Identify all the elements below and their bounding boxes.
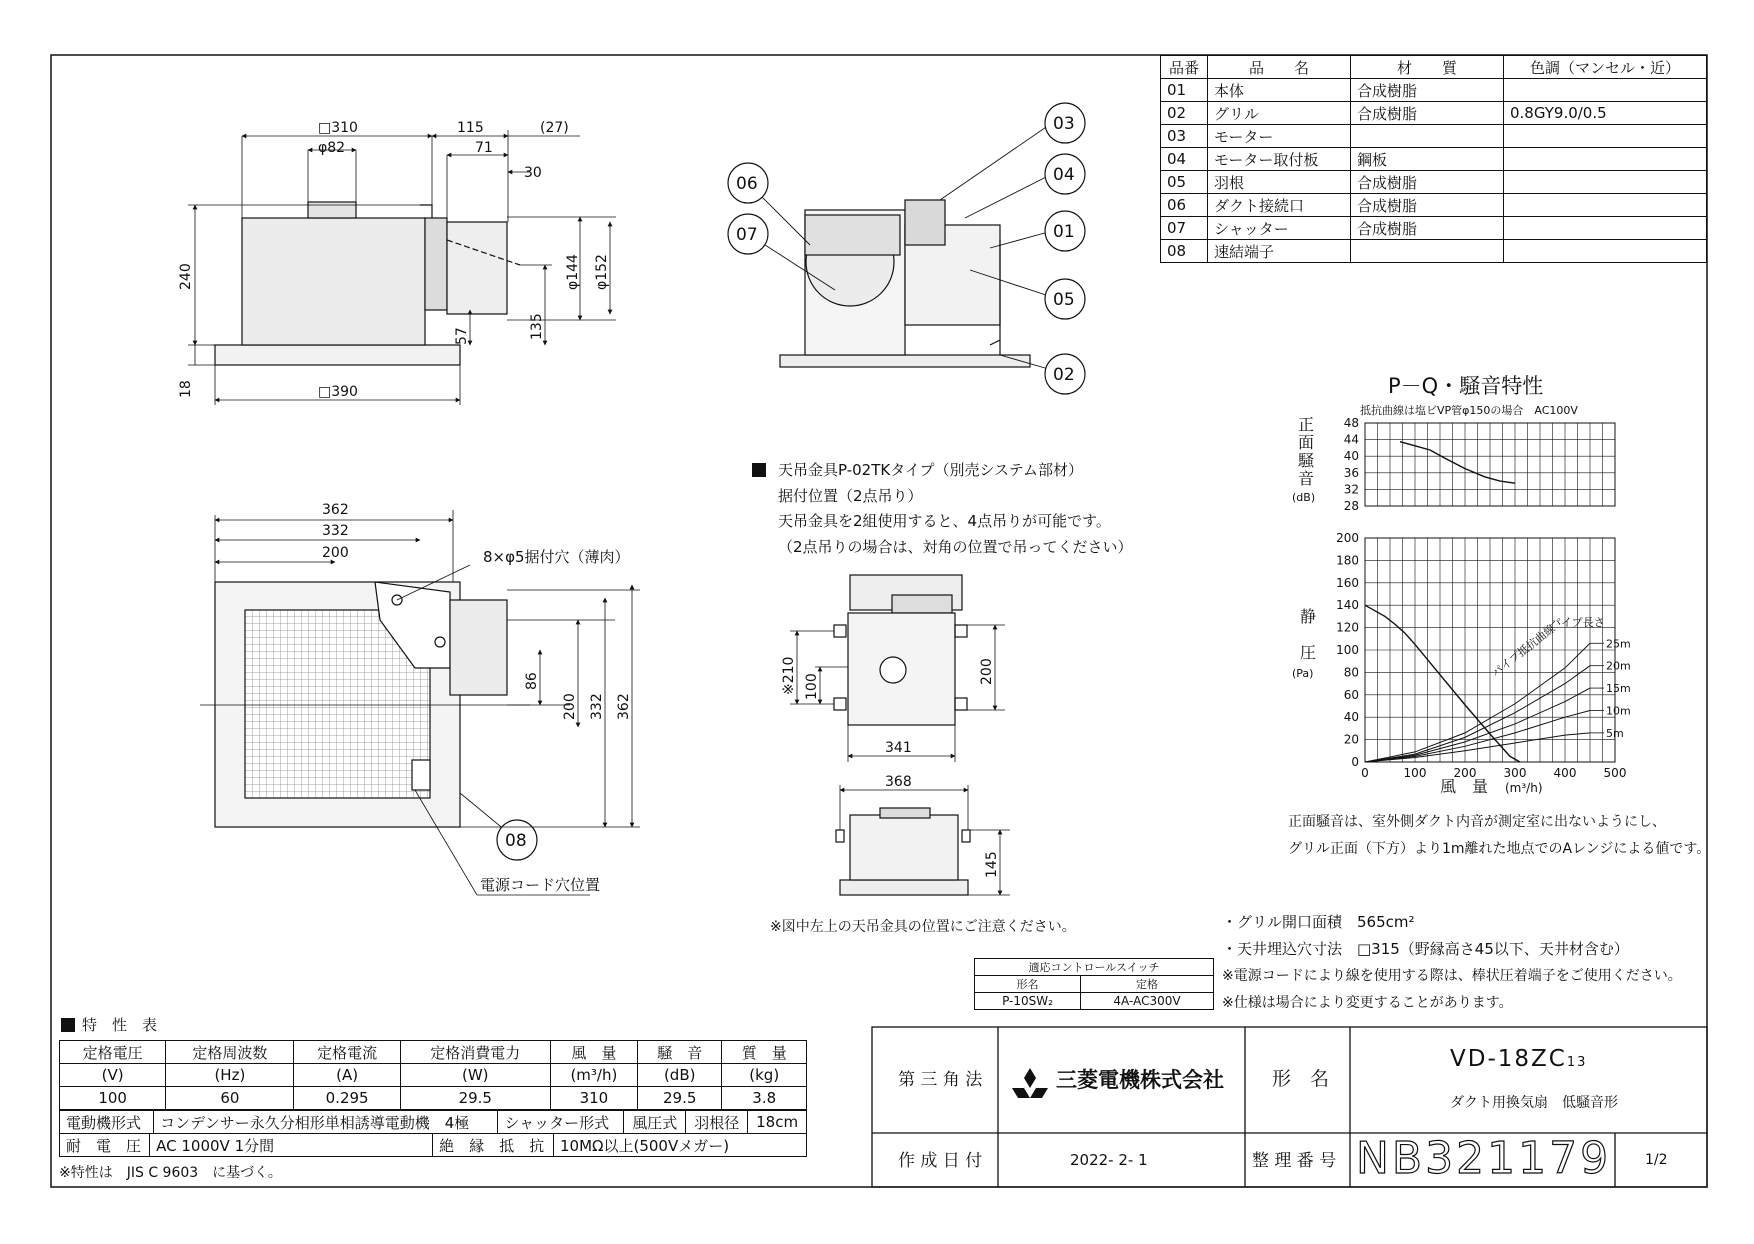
dim-h135: 135 [529, 313, 545, 340]
projection-label: 第 三 角 法 [898, 1070, 983, 1090]
part-color [1504, 217, 1707, 240]
x-tick-label: 100 [1403, 766, 1427, 780]
table-row [1161, 194, 1707, 217]
dim-w27: (27) [540, 120, 569, 136]
svg-text:08: 08 [505, 831, 527, 851]
standard-note: ※特性は JIS C 9603 に基づく。 [59, 1165, 282, 1181]
pq-title: P－Q・騒音特性 [1388, 374, 1544, 398]
y-tick-label: 44 [1343, 432, 1359, 447]
series-label: 20m [1606, 659, 1631, 673]
pq-chart [1336, 531, 1631, 780]
dim-d152: φ152 [594, 254, 610, 290]
hanger-line-2: 据付位置（2点吊り） [778, 487, 923, 505]
x-tick-label: 200 [1453, 766, 1477, 780]
part-color [1504, 240, 1707, 263]
svg-text:01: 01 [1053, 222, 1075, 242]
hole-note: 8×φ5据付穴（薄肉） [483, 548, 630, 566]
series-line [1365, 605, 1520, 762]
table-row [1161, 102, 1707, 125]
part-no: 03 [1161, 125, 1208, 148]
part-name: モーター [1208, 125, 1351, 148]
model-number-sub: 13 [1566, 1055, 1588, 1070]
table-row [1161, 171, 1707, 194]
dim-h57: 57 [454, 327, 470, 345]
table-row [1161, 79, 1707, 102]
table-row [1161, 217, 1707, 240]
series-label: 25m [1606, 637, 1631, 651]
part-name: 羽根 [1208, 171, 1351, 194]
callout-04 [1045, 154, 1085, 194]
y-tick-label: 48 [1343, 416, 1359, 430]
dim-h240: 240 [178, 263, 194, 290]
y-tick-label: 0 [1351, 755, 1359, 769]
x-tick-label: 300 [1503, 766, 1527, 780]
control-switch-table [974, 958, 1214, 1010]
svg-text:02: 02 [1053, 365, 1075, 385]
noise-chart [1344, 416, 1615, 513]
control-switch-rating: 4A-AC300V [1081, 993, 1214, 1010]
document-number: NB321179 [1356, 1133, 1612, 1184]
y-tick-label: 20 [1343, 732, 1359, 747]
dim-h200: 200 [562, 693, 578, 720]
part-color [1504, 79, 1707, 102]
spec-note-2: ・天井埋込穴寸法 □315（野縁高さ45以下、天井材含む） [1222, 940, 1629, 958]
front-view-drawing [188, 130, 616, 405]
pq-subtitle: 抵抗曲線は塩ビVP管φ150の場合 AC100V [1360, 404, 1578, 417]
spec-note-4: ※仕様は場合により変更することがあります。 [1222, 995, 1513, 1011]
pressure-ylabel-2: 圧 [1300, 643, 1317, 662]
part-name: グリル [1208, 102, 1351, 125]
date-value: 2022- 2- 1 [1070, 1151, 1148, 1169]
char-value: 3.8 [722, 1087, 807, 1110]
part-no: 02 [1161, 102, 1208, 125]
model-number-main: VD-18ZC [1450, 1046, 1567, 1072]
characteristics-table-3 [59, 1133, 807, 1157]
company-name: 三菱電機株式会社 [1056, 1068, 1224, 1092]
part-name: 本体 [1208, 79, 1351, 102]
shutter-value: 風圧式 [624, 1111, 686, 1134]
char-unit: (kg) [722, 1064, 807, 1087]
parts-header-color: 色調（マンセル・近） [1504, 56, 1707, 79]
pipe-length-label: パイプ長さ [1550, 616, 1605, 629]
callout-01 [1045, 211, 1085, 251]
part-name: 速結端子 [1208, 240, 1351, 263]
noise-ylabel-char: 音 [1298, 469, 1315, 488]
y-tick-label: 36 [1343, 465, 1359, 480]
series-label: 15m [1606, 682, 1631, 696]
part-no: 08 [1161, 240, 1208, 263]
motor-label: 電動機形式 [60, 1111, 154, 1134]
x-tick-label: 0 [1361, 766, 1369, 780]
char-value: 310 [550, 1087, 637, 1110]
dim-w341: 341 [885, 740, 912, 756]
dim-w115: 115 [457, 120, 484, 136]
char-unit: (dB) [637, 1064, 721, 1087]
control-switch-header-rating: 定格 [1081, 976, 1214, 993]
parts-header-no: 品番 [1161, 56, 1208, 79]
part-name: モーター取付板 [1208, 148, 1351, 171]
callout-03 [1045, 103, 1085, 143]
dim-d71: 71 [475, 140, 493, 156]
char-value: 60 [166, 1087, 294, 1110]
noise-ylabel [1298, 416, 1314, 488]
characteristics-title: 特 性 表 [82, 1016, 158, 1034]
noise-unit: (dB) [1292, 491, 1316, 504]
part-color [1504, 171, 1707, 194]
parts-header-material: 材 質 [1351, 56, 1504, 79]
svg-text:06: 06 [736, 174, 758, 194]
spec-note-1: ・グリル開口面積 565cm² [1222, 913, 1415, 931]
part-no: 07 [1161, 217, 1208, 240]
series-label: 5m [1606, 726, 1624, 740]
char-unit: (W) [400, 1064, 550, 1087]
characteristics-bullet [61, 1018, 75, 1032]
dim-w368: 368 [885, 774, 912, 790]
y-tick-label: 140 [1336, 598, 1359, 613]
dim-w362: 362 [322, 502, 349, 518]
series-label: 10m [1606, 704, 1631, 718]
callout-07 [728, 214, 768, 254]
callout-02 [1045, 354, 1085, 394]
parts-table [1160, 55, 1707, 263]
noise-ylabel-char: 面 [1298, 433, 1315, 452]
char-header: 定格電流 [294, 1041, 400, 1064]
y-tick-label: 32 [1343, 482, 1359, 497]
control-switch-header-model: 形名 [975, 976, 1081, 993]
hanger-drawing-top [790, 575, 1005, 762]
dim-h362: 362 [616, 693, 632, 720]
control-switch-model: P-10SW₂ [975, 993, 1081, 1010]
char-value: 29.5 [400, 1087, 550, 1110]
characteristics-table-2 [59, 1110, 807, 1134]
part-material: 合成樹脂 [1351, 79, 1504, 102]
blade-value: 18cm [748, 1111, 807, 1134]
pressure-unit: (Pa) [1292, 667, 1314, 680]
series-line [1400, 442, 1515, 484]
char-header: 質 量 [722, 1041, 807, 1064]
insulation-label: 絶 縁 抵 抗 [433, 1134, 554, 1157]
voltage-label: 耐 電 圧 [60, 1134, 150, 1157]
char-value: 0.295 [294, 1087, 400, 1110]
date-label: 作 成 日 付 [898, 1151, 983, 1171]
char-unit: (A) [294, 1064, 400, 1087]
dim-h210: ※210 [781, 656, 797, 695]
y-tick-label: 40 [1343, 710, 1359, 725]
pq-xunit: (m³/h) [1505, 781, 1543, 795]
number-label: 整 理 番 号 [1252, 1151, 1337, 1171]
y-tick-label: 180 [1336, 553, 1359, 568]
y-tick-label: 40 [1343, 449, 1359, 464]
callout-05 [1045, 279, 1085, 319]
hanger-line-1: 天吊金具P-02TKタイプ（別売システム部材） [778, 461, 1083, 479]
char-unit: (V) [60, 1064, 166, 1087]
y-tick-label: 28 [1343, 499, 1359, 513]
table-row [1161, 148, 1707, 171]
dim-w200: 200 [322, 545, 349, 561]
dim-h200h: 200 [979, 658, 995, 685]
table-row [1161, 240, 1707, 263]
callouts [420, 103, 1085, 860]
char-header: 定格消費電力 [400, 1041, 550, 1064]
spec-note-3: ※電源コードにより線を使用する際は、棒状圧着端子をご使用ください。 [1222, 968, 1682, 984]
dim-h86: 86 [524, 672, 540, 690]
dim-w310: □310 [318, 120, 358, 136]
part-color [1504, 194, 1707, 217]
hanger-bullet [752, 463, 766, 477]
part-no: 05 [1161, 171, 1208, 194]
part-material: 合成樹脂 [1351, 171, 1504, 194]
hanger-line-4: （2点吊りの場合は、対角の位置で吊ってください） [778, 538, 1133, 556]
motor-value: コンデンサー永久分相形単相誘導電動機 4極 [154, 1111, 498, 1134]
callout-06 [728, 163, 768, 203]
parts-table-header [1161, 56, 1707, 79]
blade-label: 羽根径 [686, 1111, 748, 1134]
dim-d82: φ82 [318, 140, 346, 156]
part-name: シャッター [1208, 217, 1351, 240]
table-row [1161, 125, 1707, 148]
part-color: 0.8GY9.0/0.5 [1504, 102, 1707, 125]
dim-d144: φ144 [565, 254, 581, 290]
y-tick-label: 100 [1336, 643, 1359, 657]
char-header: 定格電圧 [60, 1041, 166, 1064]
dim-h100: 100 [804, 673, 820, 700]
y-tick-label: 160 [1336, 575, 1359, 590]
part-name: ダクト接続口 [1208, 194, 1351, 217]
dim-d30: 30 [524, 165, 542, 181]
x-tick-label: 500 [1603, 766, 1627, 780]
part-no: 01 [1161, 79, 1208, 102]
x-tick-label: 400 [1553, 766, 1577, 780]
part-material: 合成樹脂 [1351, 102, 1504, 125]
part-material: 鋼板 [1351, 148, 1504, 171]
char-unit: (Hz) [166, 1064, 294, 1087]
y-tick-label: 200 [1336, 531, 1359, 545]
parts-header-name: 品 名 [1208, 56, 1351, 79]
insulation-value: 10MΩ以上(500Vメガー) [554, 1134, 807, 1157]
control-switch-title: 適応コントロールスイッチ [975, 959, 1214, 976]
part-no: 04 [1161, 148, 1208, 171]
char-value: 100 [60, 1087, 166, 1110]
char-unit: (m³/h) [550, 1064, 637, 1087]
y-tick-label: 80 [1343, 665, 1359, 680]
model-label: 形 名 [1272, 1068, 1330, 1090]
char-header: 定格周波数 [166, 1041, 294, 1064]
part-color [1504, 148, 1707, 171]
isometric-view-drawing [780, 200, 1030, 367]
dim-h332: 332 [589, 693, 605, 720]
characteristics-table [59, 1040, 807, 1110]
part-no: 06 [1161, 194, 1208, 217]
callout-08 [497, 820, 537, 860]
svg-text:03: 03 [1053, 114, 1075, 134]
noise-ylabel-char: 正 [1298, 415, 1315, 434]
hanger-line-3: 天吊金具を2組使用すると、4点吊りが可能です。 [778, 512, 1111, 530]
svg-text:07: 07 [736, 225, 758, 245]
product-name: ダクト用換気扇 低騒音形 [1450, 1095, 1618, 1111]
dim-h18: 18 [178, 380, 194, 398]
pq-note-1: 正面騒音は、室外側ダクト内音が測定室に出ないようにし、 [1288, 814, 1666, 830]
dim-w390: □390 [318, 384, 358, 400]
voltage-value: AC 1000V 1分間 [150, 1134, 433, 1157]
dim-h145: 145 [984, 851, 1000, 878]
cord-note: 電源コード穴位置 [480, 876, 601, 894]
char-header: 騒 音 [637, 1041, 721, 1064]
page-number: 1/2 [1645, 1152, 1668, 1168]
mitsubishi-logo [1012, 1068, 1048, 1098]
part-material: 合成樹脂 [1351, 194, 1504, 217]
y-tick-label: 120 [1336, 620, 1359, 635]
part-material [1351, 125, 1504, 148]
resistance-label: パイプ抵抗曲線 [1489, 622, 1558, 680]
model-number [1450, 1048, 1587, 1071]
part-material [1351, 240, 1504, 263]
pressure-ylabel-1: 静 [1300, 607, 1317, 626]
char-header: 風 量 [550, 1041, 637, 1064]
dim-w332: 332 [322, 523, 349, 539]
svg-text:05: 05 [1053, 290, 1075, 310]
part-material: 合成樹脂 [1351, 217, 1504, 240]
hanger-note: ※図中左上の天吊金具の位置にご注意ください。 [770, 919, 1076, 935]
noise-ylabel-char: 騒 [1298, 451, 1315, 470]
char-value: 29.5 [637, 1087, 721, 1110]
shutter-label: シャッター形式 [498, 1111, 624, 1134]
y-tick-label: 60 [1343, 687, 1359, 702]
pq-xlabel: 風 量 [1440, 777, 1489, 796]
svg-text:04: 04 [1053, 165, 1075, 185]
pq-note-2: グリル正面（下方）より1m離れた地点でのAレンジによる値です。 [1288, 841, 1711, 857]
part-color [1504, 125, 1707, 148]
